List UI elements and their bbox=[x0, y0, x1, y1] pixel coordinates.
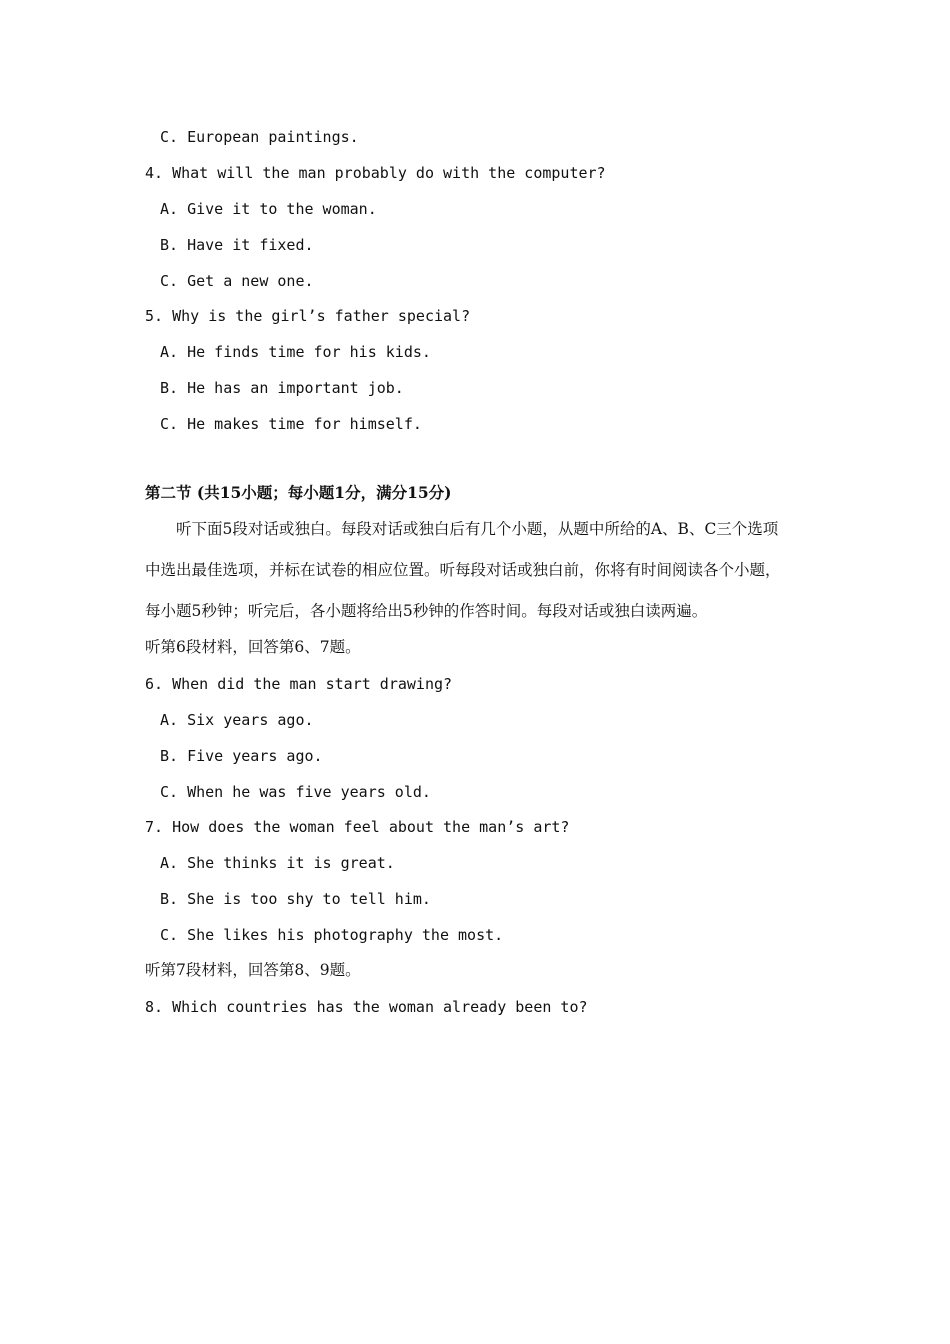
section2-heading: 第二节 (共15小题；每小题1分，满分15分) bbox=[145, 483, 452, 502]
material-7-heading: 听第7段材料，回答第8、9题。 bbox=[145, 961, 361, 979]
q4-question: 4. What will the man probably do with the computer? bbox=[145, 164, 606, 182]
q4-option-b: B. Have it fixed. bbox=[160, 236, 314, 254]
instructions-line-2: 中选出最佳选项，并标在试卷的相应位置。听每段对话或独白前，你将有时间阅读各个小题， bbox=[145, 561, 781, 579]
q5-option-a: A. He finds time for his kids. bbox=[160, 343, 431, 361]
q6-option-c: C. When he was five years old. bbox=[160, 783, 431, 801]
instructions-line-3: 每小题5秒钟；听完后，各小题将给出5秒钟的作答时间。每段对话或独白读两遍。 bbox=[145, 602, 708, 620]
q3-option-c: C. European paintings. bbox=[160, 128, 359, 146]
q6-option-a: A. Six years ago. bbox=[160, 711, 314, 729]
q8-question: 8. Which countries has the woman already been to? bbox=[145, 998, 588, 1016]
q7-option-c: C. She likes his photography the most. bbox=[160, 926, 504, 944]
q5-question: 5. Why is the girl’s father special? bbox=[145, 307, 471, 325]
q4-option-c: C. Get a new one. bbox=[160, 272, 314, 290]
instructions-line-1: 听下面5段对话或独白。每段对话或独白后有几个小题，从题中所给的A、B、C三个选项 bbox=[176, 520, 779, 538]
material-6-heading: 听第6段材料，回答第6、7题。 bbox=[145, 638, 361, 656]
q4-option-a: A. Give it to the woman. bbox=[160, 200, 377, 218]
q6-question: 6. When did the man start drawing? bbox=[145, 675, 453, 693]
q7-option-b: B. She is too shy to tell him. bbox=[160, 890, 431, 908]
q5-option-b: B. He has an important job. bbox=[160, 379, 404, 397]
q6-option-b: B. Five years ago. bbox=[160, 747, 323, 765]
q7-option-a: A. She thinks it is great. bbox=[160, 854, 395, 872]
q7-question: 7. How does the woman feel about the man’s art? bbox=[145, 818, 570, 836]
q5-option-c: C. He makes time for himself. bbox=[160, 415, 422, 433]
